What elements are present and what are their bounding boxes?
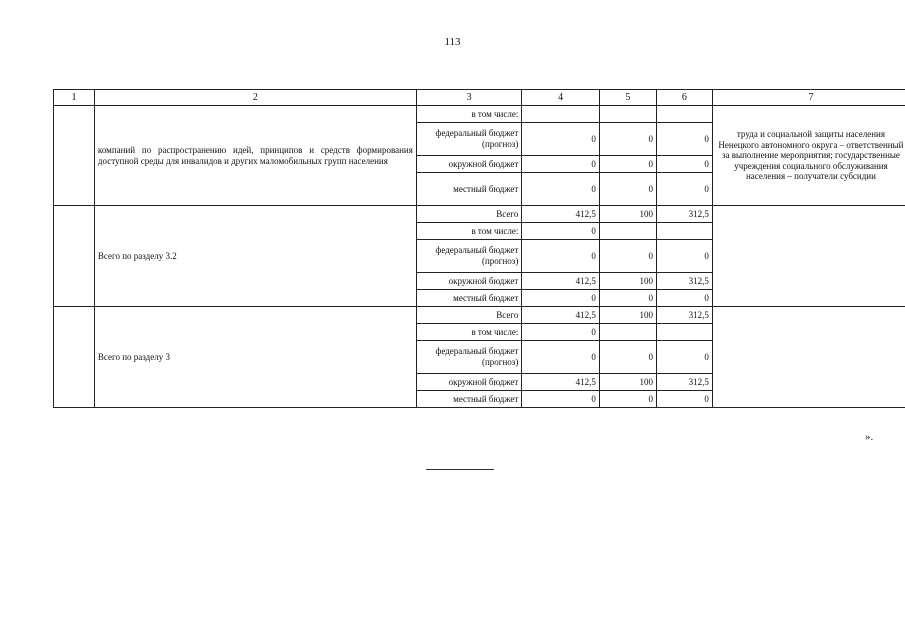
value-cell: 0 xyxy=(599,123,656,156)
budget-table xyxy=(53,89,905,408)
value-cell: 312,5 xyxy=(656,206,712,223)
budget-label: местный бюджет xyxy=(416,290,522,307)
value-cell: 100 xyxy=(599,374,656,391)
value-cell: 312,5 xyxy=(656,307,712,324)
value-cell: 0 xyxy=(522,223,600,240)
value-cell xyxy=(599,106,656,123)
header-cell: 4 xyxy=(522,90,600,106)
closing-quote: ». xyxy=(865,431,874,443)
value-cell: 0 xyxy=(656,123,712,156)
value-cell: 0 xyxy=(599,240,656,273)
value-cell: 412,5 xyxy=(522,206,600,223)
section-total-title: Всего по разделу 3.2 xyxy=(94,206,416,307)
value-cell: 0 xyxy=(656,391,712,408)
value-cell: 412,5 xyxy=(522,273,600,290)
value-cell: 0 xyxy=(522,391,600,408)
budget-label: Всего xyxy=(416,206,522,223)
table-row xyxy=(54,106,905,123)
responsible-executor xyxy=(712,206,905,307)
row-number-cell xyxy=(54,106,95,206)
page-number: 113 xyxy=(444,36,461,48)
responsible-executor: труда и социальной защиты населения Ненецкого автономного округа – ответственный за выполнение мероприятия; государственные учреждения социального обслуживания населения – получатели субсидии xyxy=(712,106,905,206)
value-cell: 312,5 xyxy=(656,374,712,391)
value-cell xyxy=(599,223,656,240)
value-cell: 100 xyxy=(599,273,656,290)
budget-label: федеральный бюджет (прогноз) xyxy=(416,341,522,374)
value-cell: 0 xyxy=(522,123,600,156)
budget-label: федеральный бюджет (прогноз) xyxy=(416,240,522,273)
value-cell: 412,5 xyxy=(522,374,600,391)
table-row xyxy=(54,307,905,324)
budget-label: местный бюджет xyxy=(416,391,522,408)
value-cell: 100 xyxy=(599,307,656,324)
responsible-executor xyxy=(712,307,905,408)
value-cell xyxy=(656,324,712,341)
header-cell: 5 xyxy=(599,90,656,106)
value-cell: 0 xyxy=(599,173,656,206)
value-cell: 312,5 xyxy=(656,273,712,290)
budget-label: в том числе: xyxy=(416,223,522,240)
value-cell: 0 xyxy=(656,240,712,273)
value-cell: 0 xyxy=(656,173,712,206)
value-cell: 0 xyxy=(522,290,600,307)
header-cell: 7 xyxy=(712,90,905,106)
header-row xyxy=(54,90,905,106)
row-number-cell xyxy=(54,307,95,408)
budget-label: местный бюджет xyxy=(416,173,522,206)
table-row xyxy=(54,206,905,223)
section-total-title: Всего по разделу 3 xyxy=(94,307,416,408)
value-cell: 0 xyxy=(522,341,600,374)
value-cell: 0 xyxy=(522,156,600,173)
value-cell: 0 xyxy=(599,290,656,307)
header-cell: 2 xyxy=(94,90,416,106)
value-cell xyxy=(656,223,712,240)
value-cell xyxy=(656,106,712,123)
budget-label: окружной бюджет xyxy=(416,273,522,290)
value-cell: 0 xyxy=(599,156,656,173)
header-cell: 3 xyxy=(416,90,522,106)
row-number-cell xyxy=(54,206,95,307)
value-cell: 0 xyxy=(599,391,656,408)
value-cell xyxy=(522,106,600,123)
value-cell xyxy=(599,324,656,341)
header-cell: 1 xyxy=(54,90,95,106)
budget-label: в том числе: xyxy=(416,106,522,123)
value-cell: 0 xyxy=(522,324,600,341)
value-cell: 100 xyxy=(599,206,656,223)
value-cell: 0 xyxy=(522,240,600,273)
value-cell: 0 xyxy=(599,341,656,374)
value-cell: 0 xyxy=(656,290,712,307)
measure-description: компаний по распространению идей, принципов и средств формирования доступной среды для инвалидов и других маломобильных групп населения xyxy=(94,106,416,206)
value-cell: 0 xyxy=(656,156,712,173)
end-divider xyxy=(426,469,494,470)
value-cell: 0 xyxy=(522,173,600,206)
budget-label: в том числе: xyxy=(416,324,522,341)
value-cell: 412,5 xyxy=(522,307,600,324)
budget-label: федеральный бюджет (прогноз) xyxy=(416,123,522,156)
budget-label: окружной бюджет xyxy=(416,156,522,173)
header-cell: 6 xyxy=(656,90,712,106)
value-cell: 0 xyxy=(656,341,712,374)
budget-label: окружной бюджет xyxy=(416,374,522,391)
budget-label: Всего xyxy=(416,307,522,324)
